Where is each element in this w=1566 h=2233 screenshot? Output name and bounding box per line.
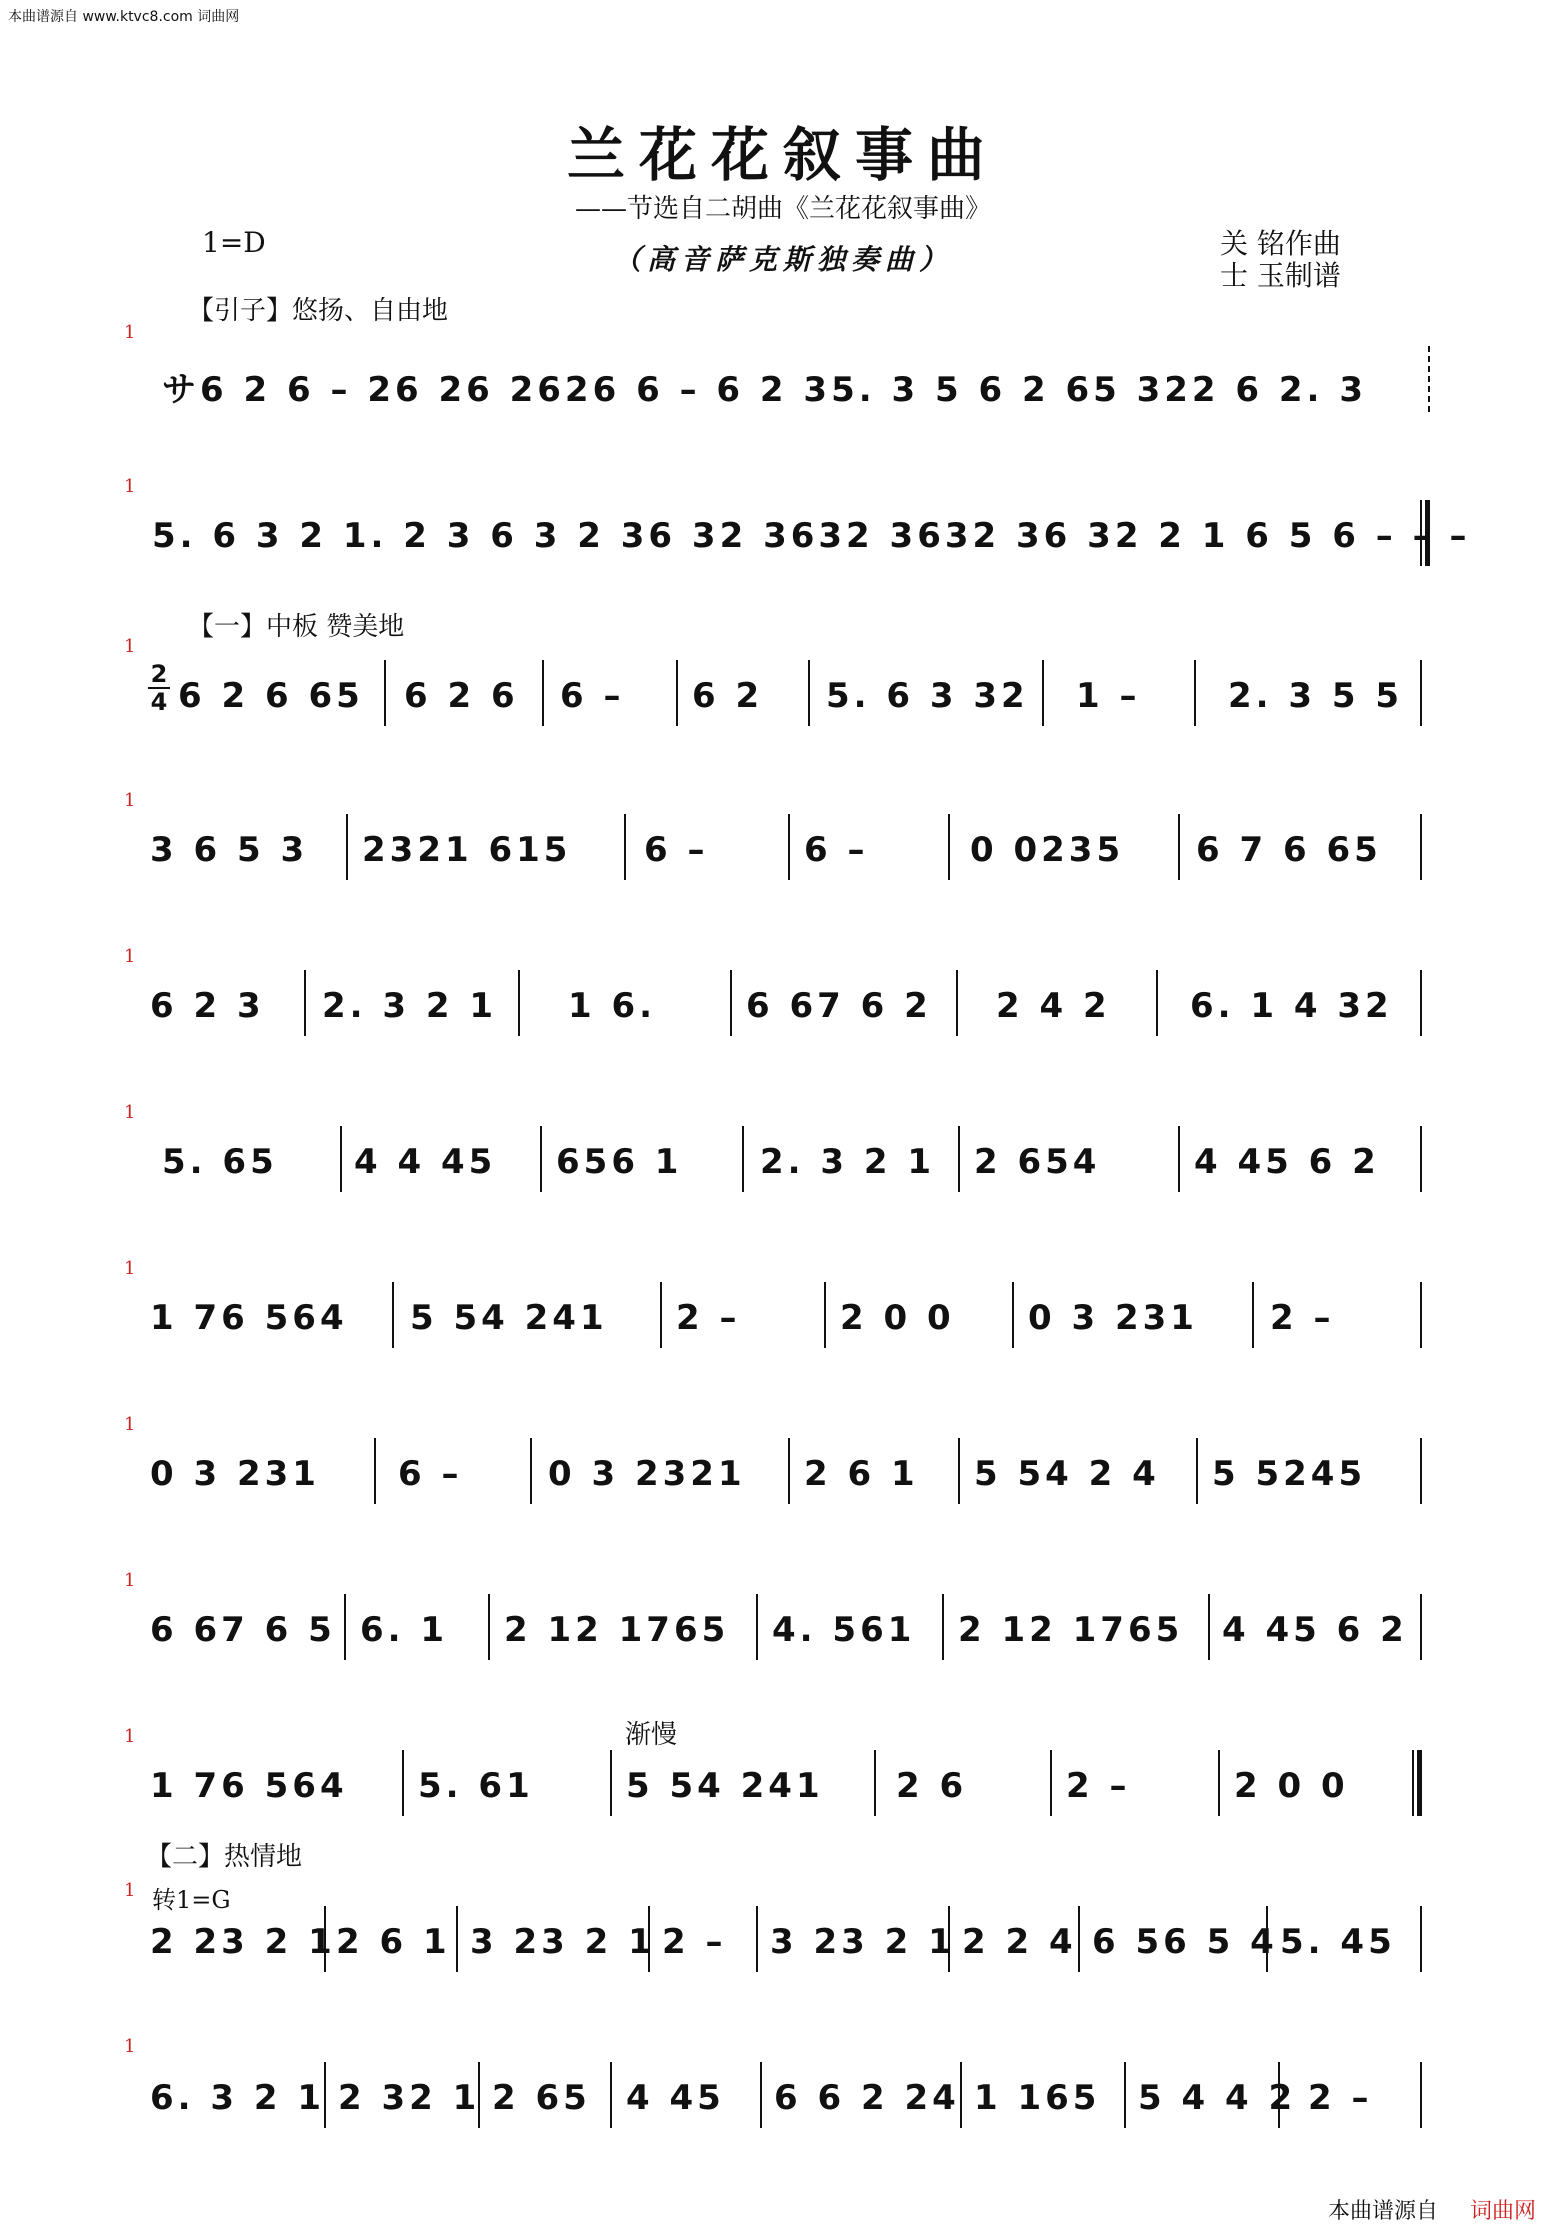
measure: 2321 615: [362, 830, 572, 870]
score-title: 兰花花叙事曲: [566, 121, 999, 189]
barline: [1420, 1594, 1422, 1660]
measure: サ6 2 6 – 26 26 2626 6 – 6 2 35. 3 5 6 2 65 322 6 2. 3: [162, 370, 1367, 410]
barline: [788, 1438, 790, 1504]
line-number: 1: [124, 476, 136, 497]
barline: [1420, 1282, 1422, 1348]
barline: [676, 660, 678, 726]
measure: 5 5245: [1212, 1454, 1367, 1494]
barline: [402, 1750, 404, 1816]
barline: [1194, 660, 1196, 726]
measure: 4 45 6 2: [1194, 1142, 1380, 1182]
barline: [660, 1282, 662, 1348]
barline: [1012, 1282, 1014, 1348]
barline: [540, 1126, 542, 1192]
measure: 0 3 231: [150, 1454, 320, 1494]
measure: 6 6 2 24: [774, 2078, 960, 2118]
line-number: 1: [124, 946, 136, 967]
barline: [1042, 660, 1044, 726]
barline-dashed: [1428, 346, 1430, 412]
line-number: 1: [124, 1414, 136, 1435]
measure: 2 6 1: [804, 1454, 919, 1494]
measure: 2 –: [1308, 2078, 1373, 2118]
measure: 2 4 2: [996, 986, 1111, 1026]
barline: [948, 1906, 950, 1972]
line-number: 1: [124, 1726, 136, 1747]
measure: 2 –: [1066, 1766, 1131, 1806]
line-number: 1: [124, 322, 136, 343]
barline: [960, 2062, 962, 2128]
barline: [384, 660, 386, 726]
barline: [1420, 970, 1422, 1036]
footer-site-link[interactable]: 词曲网: [1470, 2199, 1537, 2224]
measure: 5 54 241: [410, 1298, 608, 1338]
staff-row-9: [148, 1588, 1428, 1668]
measure: 6 –: [644, 830, 709, 870]
time-signature-bottom: 4: [150, 688, 168, 716]
barline: [1420, 814, 1422, 880]
footer-source-text: 本曲谱源自: [1328, 2199, 1439, 2224]
barline: [808, 660, 810, 726]
line-number: 1: [124, 790, 136, 811]
measure: 5. 6 3 32: [826, 676, 1029, 716]
measure: 4 45 6 2: [1222, 1610, 1408, 1650]
measure: 2. 3 2 1: [760, 1142, 936, 1182]
measure: 1 6.: [568, 986, 657, 1026]
measure: 2 12 1765: [958, 1610, 1184, 1650]
barline: [958, 1126, 960, 1192]
key-signature: 1=D: [202, 226, 266, 259]
measure: 4 45: [626, 2078, 725, 2118]
measure: 0 3 231: [1028, 1298, 1198, 1338]
measure: 6 67 6 2: [746, 986, 932, 1026]
measure: 5. 61: [418, 1766, 534, 1806]
staff-row-10: [148, 1744, 1428, 1824]
barline: [942, 1594, 944, 1660]
measure: 6 2 6 65: [178, 676, 364, 716]
measure: 6 2 3: [150, 986, 265, 1026]
measure: 2 654: [974, 1142, 1101, 1182]
barline: [730, 970, 732, 1036]
section-intro-label: 【引子】悠扬、自由地: [188, 296, 449, 326]
barline: [1196, 1438, 1198, 1504]
line-number: 1: [124, 1570, 136, 1591]
header-source-text: 本曲谱源自 www.ktvc8.com 词曲网: [8, 9, 240, 25]
arranger-line: 士 玉制谱: [1220, 259, 1341, 292]
measure: 1 –: [1076, 676, 1141, 716]
measure: 2. 3 5 5: [1228, 676, 1404, 716]
staff-row-4: [148, 808, 1428, 888]
barline: [478, 2062, 480, 2128]
staff-row-5: [148, 964, 1428, 1044]
barline: [530, 1438, 532, 1504]
measure: 4. 561: [772, 1610, 916, 1650]
barline: [1178, 814, 1180, 880]
barline: [1218, 1750, 1220, 1816]
barline: [1420, 1126, 1422, 1192]
line-number: 1: [124, 1102, 136, 1123]
measure: 2 6 1: [336, 1922, 451, 1962]
barline: [756, 1906, 758, 1972]
composer-line: 关 铭作曲: [1220, 227, 1341, 260]
measure: 5. 45: [1280, 1922, 1396, 1962]
staff-row-11: [148, 1900, 1428, 1980]
barline: [324, 1906, 326, 1972]
measure: 2 65: [492, 2078, 591, 2118]
barline: [956, 970, 958, 1036]
barline: [324, 2062, 326, 2128]
staff-row-6: [148, 1120, 1428, 1200]
barline: [824, 1282, 826, 1348]
barline: [788, 814, 790, 880]
composer-credits: [1220, 228, 1341, 292]
measure: 2 –: [676, 1298, 741, 1338]
measure: 2 6: [896, 1766, 968, 1806]
measure: 6 –: [804, 830, 869, 870]
barline: [874, 1750, 876, 1816]
measure: 0 3 2321: [548, 1454, 746, 1494]
measure: 2 2 4: [962, 1922, 1077, 1962]
measure: 6 –: [560, 676, 625, 716]
barline: [392, 1282, 394, 1348]
measure: 6 7 6 65: [1196, 830, 1382, 870]
measure: 6 –: [398, 1454, 463, 1494]
barline: [456, 1906, 458, 1972]
barline: [610, 2062, 612, 2128]
barline: [1124, 2062, 1126, 2128]
measure: 6 2: [692, 676, 764, 716]
measure: 5. 65: [162, 1142, 278, 1182]
measure: 2 32 1: [338, 2078, 481, 2118]
barline: [958, 1438, 960, 1504]
barline: [1420, 1438, 1422, 1504]
measure: 5 4 4 2: [1138, 2078, 1297, 2118]
barline: [1050, 1750, 1052, 1816]
key-change-mark: 转1=G: [152, 1886, 231, 1914]
measure: 5. 6 3 2 1. 2 3 6 3 2 36 32 3632 3632 36 32 2 1 6 5 6 – – –: [152, 516, 1471, 556]
ritardando-mark: 渐慢: [625, 1720, 678, 1750]
measure: 0 0235: [970, 830, 1125, 870]
staff-row-3: [148, 654, 1428, 734]
barline: [624, 814, 626, 880]
line-number: 1: [124, 1258, 136, 1279]
score-subtitle: ——节选自二胡曲《兰花花叙事曲》: [574, 194, 991, 224]
measure: 2 23 2 1: [150, 1922, 336, 1962]
barline: [346, 814, 348, 880]
measure: 1 76 564: [150, 1298, 348, 1338]
staff-row-7: [148, 1276, 1428, 1356]
time-signature: [148, 662, 170, 714]
measure: 1 165: [974, 2078, 1101, 2118]
staff-row-12: [148, 2056, 1428, 2136]
staff-row-1: [148, 340, 1428, 420]
barline: [1266, 1906, 1268, 1972]
barline: [518, 970, 520, 1036]
section-two-label: 【二】热情地: [146, 1842, 303, 1872]
barline-final: [1412, 1750, 1422, 1816]
barline: [648, 1906, 650, 1972]
staff-row-2: [148, 494, 1471, 574]
barline: [756, 1594, 758, 1660]
barline: [1420, 1906, 1422, 1972]
measure: 3 23 2 1: [470, 1922, 656, 1962]
barline: [948, 814, 950, 880]
barline: [1278, 2062, 1280, 2128]
measure: 656 1: [556, 1142, 683, 1182]
barline: [760, 2062, 762, 2128]
measure: 2. 3 2 1: [322, 986, 498, 1026]
measure: 6. 1 4 32: [1190, 986, 1393, 1026]
measure: 2 12 1765: [504, 1610, 730, 1650]
measure: 6 56 5 4: [1092, 1922, 1278, 1962]
staff-row-8: [148, 1432, 1428, 1512]
barline: [1178, 1126, 1180, 1192]
measure: 2 –: [1270, 1298, 1335, 1338]
measure: 2 –: [662, 1922, 727, 1962]
line-number: 1: [124, 1880, 136, 1901]
measure: 6. 1: [360, 1610, 449, 1650]
barline: [1420, 2062, 1422, 2128]
measure: 2 0 0: [840, 1298, 955, 1338]
measure: 6 2 6: [404, 676, 519, 716]
measure: 2 0 0: [1234, 1766, 1349, 1806]
measure: 6. 3 2 1: [150, 2078, 326, 2118]
barline: [1156, 970, 1158, 1036]
barline: [1078, 1906, 1080, 1972]
measure: 1 76 564: [150, 1766, 348, 1806]
barline: [304, 970, 306, 1036]
measure: 3 6 5 3: [150, 830, 309, 870]
barline: [742, 1126, 744, 1192]
barline: [1420, 660, 1422, 726]
barline-final: [1420, 500, 1430, 566]
barline: [610, 1750, 612, 1816]
measure: 3 23 2 1: [770, 1922, 956, 1962]
barline: [340, 1126, 342, 1192]
barline: [344, 1594, 346, 1660]
barline: [1252, 1282, 1254, 1348]
line-number: 1: [124, 2036, 136, 2057]
score-instrument-note: （高音萨克斯独奏曲）: [612, 243, 953, 276]
barline: [542, 660, 544, 726]
barline: [488, 1594, 490, 1660]
measure: 4 4 45: [354, 1142, 497, 1182]
barline: [1208, 1594, 1210, 1660]
section-one-label: 【一】中板 赞美地: [188, 612, 405, 642]
measure: 5 54 241: [626, 1766, 824, 1806]
measure: 5 54 2 4: [974, 1454, 1160, 1494]
barline: [374, 1438, 376, 1504]
time-signature-top: 2: [150, 660, 168, 688]
measure: 6 67 6 5: [150, 1610, 336, 1650]
line-number: 1: [124, 636, 136, 657]
